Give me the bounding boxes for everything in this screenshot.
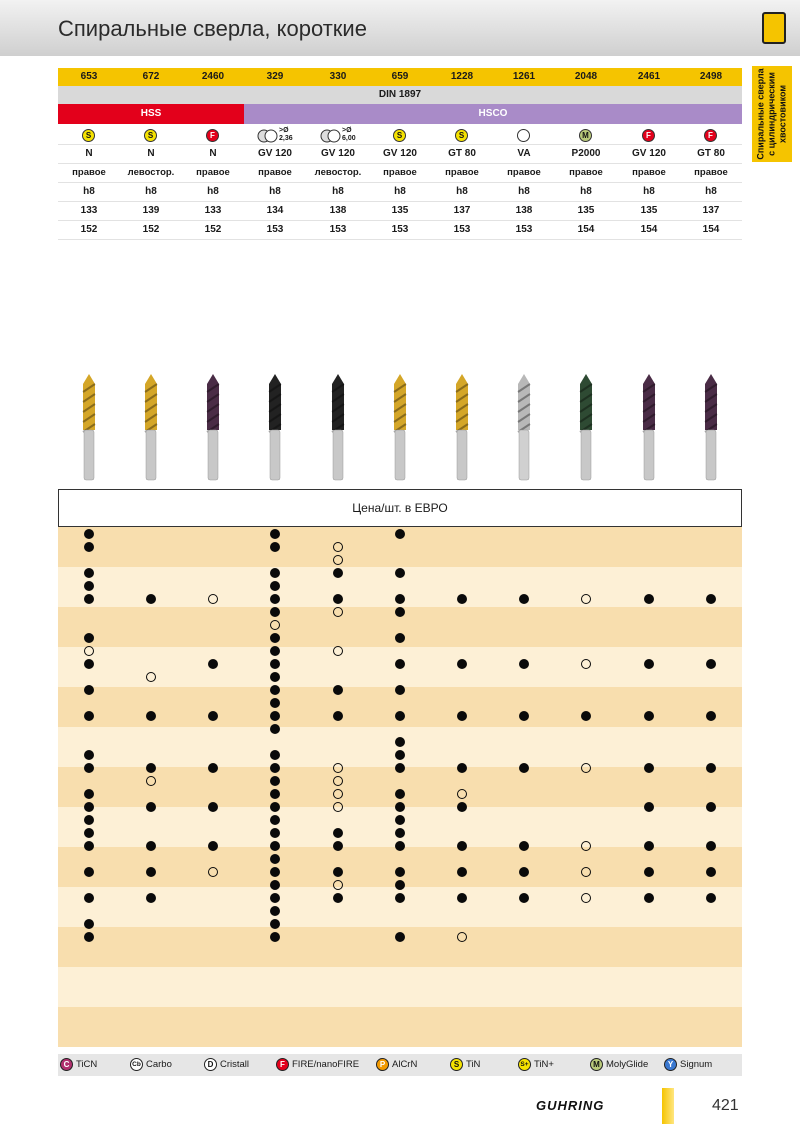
available-dot	[84, 893, 94, 903]
brand-logo: GUHRING	[536, 1098, 605, 1113]
type-label-5: GV 120	[383, 148, 417, 159]
coating-badge-icon: S	[393, 129, 406, 142]
available-dot	[706, 763, 716, 773]
legend-label: Carbo	[146, 1059, 172, 1071]
tolerance-label-2: h8	[207, 186, 219, 197]
on-request-dot	[581, 893, 591, 903]
page-ref-2-0: 152	[80, 224, 98, 235]
available-dot	[270, 581, 280, 591]
article-code-9: 2461	[637, 71, 661, 82]
available-dot	[457, 594, 467, 604]
page-ref-2-1: 152	[142, 224, 160, 235]
on-request-dot	[146, 776, 156, 786]
available-dot	[270, 776, 280, 786]
article-code-1: 672	[142, 71, 160, 82]
grid-band	[58, 1007, 742, 1047]
page-ref-2-8: 154	[577, 224, 595, 235]
drill-image-6	[456, 374, 468, 480]
coating-legend-icon: F	[276, 1058, 289, 1071]
available-dot	[457, 659, 467, 669]
available-dot	[270, 789, 280, 799]
page-ref-1-10: 137	[702, 205, 720, 216]
available-dot	[395, 737, 405, 747]
available-dot	[519, 841, 529, 851]
available-dot	[146, 594, 156, 604]
on-request-dot	[581, 659, 591, 669]
available-dot	[270, 854, 280, 864]
available-dot	[395, 815, 405, 825]
legend-label: MolyGlide	[606, 1059, 649, 1071]
page-ref-2-3: 153	[266, 224, 284, 235]
grid-band	[58, 767, 742, 807]
on-request-dot	[333, 802, 343, 812]
available-dot	[270, 685, 280, 695]
available-dot	[84, 750, 94, 760]
tolerance-label-7: h8	[518, 186, 530, 197]
available-dot	[395, 828, 405, 838]
tolerance-label-9: h8	[643, 186, 655, 197]
rotation-label-1: левостор.	[127, 167, 175, 178]
available-dot	[395, 633, 405, 643]
available-dot	[333, 594, 343, 604]
tolerance-label-10: h8	[705, 186, 717, 197]
article-code-5: 659	[391, 71, 409, 82]
tolerance-label-6: h8	[456, 186, 468, 197]
available-dot	[644, 893, 654, 903]
available-dot	[270, 867, 280, 877]
available-dot	[84, 815, 94, 825]
tolerance-label-4: h8	[332, 186, 344, 197]
available-dot	[519, 594, 529, 604]
rotation-label-6: правое	[445, 167, 479, 178]
size-range-bottom: 2,36	[279, 135, 293, 142]
article-code-10: 2498	[699, 71, 723, 82]
available-dot	[270, 932, 280, 942]
rotation-label-5: правое	[383, 167, 417, 178]
type-label-0: N	[85, 148, 93, 159]
coating-badge-icon	[517, 129, 530, 142]
available-dot	[270, 919, 280, 929]
available-dot	[270, 672, 280, 682]
coating-badge-icon: S	[455, 129, 468, 142]
available-dot	[84, 763, 94, 773]
on-request-dot	[208, 867, 218, 877]
available-dot	[84, 828, 94, 838]
legend-label: TiCN	[76, 1059, 98, 1071]
available-dot	[706, 659, 716, 669]
available-dot	[395, 880, 405, 890]
rotation-label-0: правое	[72, 167, 106, 178]
coating-legend	[58, 1054, 742, 1076]
available-dot	[270, 542, 280, 552]
type-label-6: GT 80	[448, 148, 476, 159]
available-dot	[146, 802, 156, 812]
available-dot	[84, 659, 94, 669]
page-ref-row-2	[58, 221, 742, 240]
available-dot	[333, 841, 343, 851]
available-dot	[395, 802, 405, 812]
legend-item	[664, 1058, 712, 1072]
size-range-icon	[320, 128, 360, 144]
available-dot	[706, 802, 716, 812]
available-dot	[84, 685, 94, 695]
available-dot	[395, 529, 405, 539]
available-dot	[84, 542, 94, 552]
available-dot	[146, 867, 156, 877]
page-ref-2-4: 153	[329, 224, 347, 235]
drill-image-8	[580, 374, 592, 480]
page-ref-2-7: 153	[515, 224, 533, 235]
type-label-1: N	[147, 148, 155, 159]
available-dot	[333, 685, 343, 695]
page-ref-1-3: 134	[266, 205, 284, 216]
legend-item	[204, 1058, 249, 1072]
available-dot	[644, 763, 654, 773]
available-dot	[270, 763, 280, 773]
price-label: Цена/шт. в ЕВРО	[352, 501, 448, 515]
drill-image-2	[207, 374, 219, 480]
available-dot	[395, 594, 405, 604]
available-dot	[519, 893, 529, 903]
available-dot	[395, 763, 405, 773]
available-dot	[581, 711, 591, 721]
availability-grid	[58, 527, 742, 1047]
page-ref-1-1: 139	[142, 205, 160, 216]
drill-image-4	[332, 374, 344, 480]
on-request-dot	[333, 542, 343, 552]
available-dot	[457, 763, 467, 773]
material-hss: HSS	[58, 104, 244, 124]
on-request-dot	[333, 763, 343, 773]
available-dot	[395, 789, 405, 799]
drill-logo-icon	[762, 12, 786, 44]
available-dot	[270, 698, 280, 708]
available-dot	[146, 893, 156, 903]
available-dot	[457, 802, 467, 812]
type-label-10: GT 80	[697, 148, 725, 159]
available-dot	[644, 841, 654, 851]
available-dot	[706, 867, 716, 877]
grid-band	[58, 967, 742, 1007]
available-dot	[84, 841, 94, 851]
rotation-label-3: правое	[258, 167, 292, 178]
available-dot	[270, 828, 280, 838]
available-dot	[84, 594, 94, 604]
rotation-label-9: правое	[632, 167, 666, 178]
grid-band	[58, 727, 742, 767]
side-tab-label: Спиральные сверла с цилиндрическим хвостовиком	[755, 68, 788, 160]
tolerance-label-0: h8	[83, 186, 95, 197]
coating-badge-icon: F	[206, 129, 219, 142]
available-dot	[395, 750, 405, 760]
page-ref-1-7: 138	[515, 205, 533, 216]
tolerance-label-1: h8	[145, 186, 157, 197]
page-ref-1-2: 133	[204, 205, 222, 216]
available-dot	[519, 711, 529, 721]
available-dot	[146, 711, 156, 721]
available-dot	[208, 711, 218, 721]
available-dot	[270, 594, 280, 604]
available-dot	[84, 711, 94, 721]
legend-item	[518, 1058, 554, 1072]
on-request-dot	[581, 763, 591, 773]
available-dot	[84, 802, 94, 812]
size-range-icon	[257, 128, 297, 144]
available-dot	[84, 529, 94, 539]
drill-image-1	[145, 374, 157, 480]
article-code-0: 653	[80, 71, 98, 82]
rotation-label-10: правое	[694, 167, 728, 178]
available-dot	[84, 568, 94, 578]
available-dot	[395, 685, 405, 695]
rotation-label-8: правое	[569, 167, 603, 178]
coating-legend-icon: Cb	[130, 1058, 143, 1071]
available-dot	[270, 906, 280, 916]
available-dot	[270, 711, 280, 721]
rotation-label-2: правое	[196, 167, 230, 178]
title-bar	[0, 0, 800, 56]
type-label-3: GV 120	[258, 148, 292, 159]
coating-legend-icon: D	[204, 1058, 217, 1071]
on-request-dot	[581, 867, 591, 877]
tolerance-row	[58, 183, 742, 202]
legend-label: AlCrN	[392, 1059, 418, 1071]
article-code-6: 1228	[450, 71, 474, 82]
legend-item	[130, 1058, 172, 1072]
available-dot	[84, 919, 94, 929]
available-dot	[270, 724, 280, 734]
page-number: 421	[712, 1097, 739, 1114]
rotation-label-4: левостор.	[314, 167, 362, 178]
available-dot	[395, 867, 405, 877]
tolerance-label-5: h8	[394, 186, 406, 197]
page-ref-2-2: 152	[204, 224, 222, 235]
available-dot	[270, 529, 280, 539]
available-dot	[706, 893, 716, 903]
coating-badge-icon: S	[144, 129, 157, 142]
available-dot	[395, 893, 405, 903]
legend-item	[276, 1058, 359, 1072]
available-dot	[270, 633, 280, 643]
article-code-4: 330	[329, 71, 347, 82]
available-dot	[395, 607, 405, 617]
type-label-8: P2000	[571, 148, 601, 159]
available-dot	[706, 594, 716, 604]
page-title: Спиральные сверла, короткие	[58, 16, 367, 41]
available-dot	[644, 802, 654, 812]
coating-row	[58, 126, 742, 145]
available-dot	[270, 646, 280, 656]
page-ref-1-5: 135	[391, 205, 409, 216]
available-dot	[270, 607, 280, 617]
page-ref-2-6: 153	[453, 224, 471, 235]
available-dot	[519, 659, 529, 669]
available-dot	[644, 867, 654, 877]
article-code-7: 1261	[512, 71, 536, 82]
on-request-dot	[333, 607, 343, 617]
coating-legend-icon: P	[376, 1058, 389, 1071]
available-dot	[270, 568, 280, 578]
available-dot	[208, 659, 218, 669]
coating-legend-icon: C	[60, 1058, 73, 1071]
page-ref-2-9: 154	[640, 224, 658, 235]
on-request-dot	[84, 646, 94, 656]
rotation-row	[58, 164, 742, 183]
article-code-2: 2460	[201, 71, 225, 82]
coating-badge-icon: M	[579, 129, 592, 142]
tolerance-label-8: h8	[580, 186, 592, 197]
legend-item	[60, 1058, 97, 1072]
available-dot	[706, 711, 716, 721]
available-dot	[270, 815, 280, 825]
available-dot	[395, 568, 405, 578]
legend-item	[590, 1058, 648, 1072]
available-dot	[519, 867, 529, 877]
legend-label: Signum	[680, 1059, 713, 1071]
coating-legend-icon: S+	[518, 1058, 531, 1071]
legend-label: TiN	[466, 1059, 481, 1071]
page-ref-1-4: 138	[329, 205, 347, 216]
available-dot	[457, 867, 467, 877]
available-dot	[84, 867, 94, 877]
drill-image-9	[643, 374, 655, 480]
page-ref-row-1	[58, 202, 742, 221]
available-dot	[270, 659, 280, 669]
available-dot	[270, 802, 280, 812]
available-dot	[519, 763, 529, 773]
on-request-dot	[457, 932, 467, 942]
on-request-dot	[333, 555, 343, 565]
page-ref-1-8: 135	[577, 205, 595, 216]
available-dot	[644, 711, 654, 721]
available-dot	[457, 841, 467, 851]
tolerance-label-3: h8	[269, 186, 281, 197]
drill-image-3	[269, 374, 281, 480]
drill-image-7	[518, 374, 530, 480]
available-dot	[208, 763, 218, 773]
rotation-label-7: правое	[507, 167, 541, 178]
available-dot	[333, 867, 343, 877]
available-dot	[270, 893, 280, 903]
price-header	[58, 489, 742, 527]
available-dot	[333, 893, 343, 903]
available-dot	[644, 594, 654, 604]
page-ref-1-9: 135	[640, 205, 658, 216]
on-request-dot	[581, 594, 591, 604]
available-dot	[208, 802, 218, 812]
type-label-4: GV 120	[321, 148, 355, 159]
type-label-2: N	[209, 148, 217, 159]
available-dot	[644, 659, 654, 669]
size-range-top: >Ø	[279, 127, 289, 134]
available-dot	[395, 659, 405, 669]
coating-legend-icon: S	[450, 1058, 463, 1071]
type-label-9: GV 120	[632, 148, 666, 159]
on-request-dot	[581, 841, 591, 851]
size-range-top: >Ø	[342, 127, 352, 134]
material-hsco: HSCO	[244, 104, 742, 124]
available-dot	[457, 711, 467, 721]
article-code-3: 329	[266, 71, 284, 82]
legend-item	[450, 1058, 480, 1072]
on-request-dot	[457, 789, 467, 799]
coating-legend-icon: Y	[664, 1058, 677, 1071]
page-ref-1-0: 133	[80, 205, 98, 216]
available-dot	[84, 581, 94, 591]
available-dot	[270, 841, 280, 851]
coating-badge-icon: F	[704, 129, 717, 142]
available-dot	[706, 841, 716, 851]
available-dot	[333, 711, 343, 721]
drill-image-0	[83, 374, 95, 480]
available-dot	[333, 568, 343, 578]
on-request-dot	[146, 672, 156, 682]
legend-label: FIRE/nanoFIRE	[292, 1059, 360, 1071]
type-row	[58, 145, 742, 164]
available-dot	[395, 841, 405, 851]
available-dot	[333, 828, 343, 838]
available-dot	[457, 893, 467, 903]
page-ref-1-6: 137	[453, 205, 471, 216]
on-request-dot	[208, 594, 218, 604]
coating-legend-icon: M	[590, 1058, 603, 1071]
available-dot	[270, 880, 280, 890]
legend-label: Cristall	[220, 1059, 250, 1071]
article-code-8: 2048	[574, 71, 598, 82]
side-tab[interactable]	[752, 66, 792, 162]
legend-label: TiN+	[534, 1059, 554, 1071]
article-code-row	[58, 68, 742, 86]
size-range-bottom: 6,00	[342, 135, 356, 142]
page-ref-2-10: 154	[702, 224, 720, 235]
page-ref-2-5: 153	[391, 224, 409, 235]
drill-images	[58, 372, 742, 484]
on-request-dot	[333, 789, 343, 799]
available-dot	[395, 932, 405, 942]
on-request-dot	[333, 880, 343, 890]
available-dot	[270, 750, 280, 760]
footer-accent	[662, 1088, 674, 1124]
legend-item	[376, 1058, 417, 1072]
coating-badge-icon: F	[642, 129, 655, 142]
available-dot	[84, 789, 94, 799]
coating-badge-icon: S	[82, 129, 95, 142]
available-dot	[84, 932, 94, 942]
available-dot	[146, 763, 156, 773]
available-dot	[84, 633, 94, 643]
drill-image-5	[394, 374, 406, 480]
available-dot	[395, 711, 405, 721]
available-dot	[146, 841, 156, 851]
available-dot	[208, 841, 218, 851]
on-request-dot	[333, 646, 343, 656]
on-request-dot	[333, 776, 343, 786]
on-request-dot	[270, 620, 280, 630]
type-label-7: VA	[517, 148, 531, 159]
standard-row: DIN 1897	[58, 86, 742, 104]
drill-image-10	[705, 374, 717, 480]
